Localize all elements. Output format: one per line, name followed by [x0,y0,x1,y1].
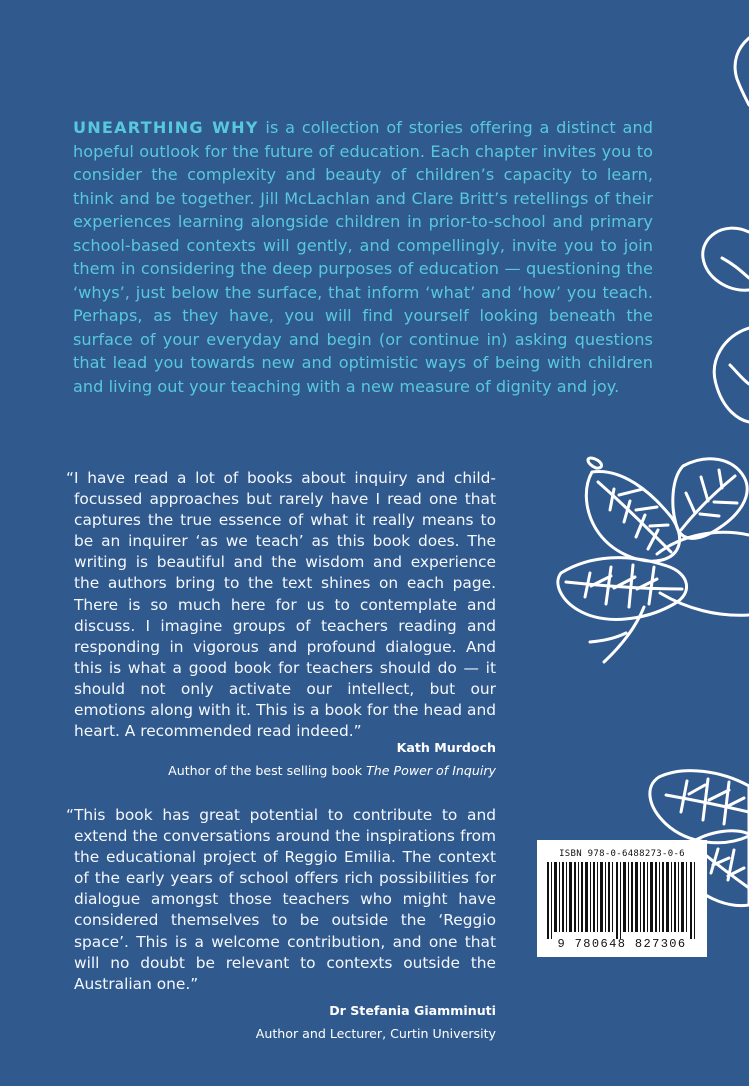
reviewer-role [168,763,496,779]
isbn-label: ISBN 978-0-6488273-0-6 [559,849,685,859]
attribution-kath-murdoch [168,740,496,779]
reviewer-name: Kath Murdoch [396,740,496,755]
isbn-barcode [537,840,707,957]
description-text: is a collection of stories offering a distinct and hopeful outlook for the future of education. Each chapter invites you to consider the complexity and beauty of children’s capacity to learn, think and be together. Jill McLachlan and Clare Britt’s retellings of their experiences learning alongside children in prior-to-school and primary school-based contexts will gently, and compellingly, invite you to join them in considering the deep purposes of education — questioning the ‘whys’, just below the surface, that inform ‘what’ and ‘how’ you teach. Perhaps, as they have, you will find yourself looking beneath the surface of your everyday and begin (or continue in) asking questions that lead you towards new and optimistic ways of being with children and living out your teaching with a new measure of dignity and joy. [73,118,653,396]
barcode-number: 9 780648 827306 [557,937,687,951]
attribution-stefania-giamminuti [256,1003,496,1042]
barcode-icon [545,862,699,939]
book-reference-title: The Power of Inquiry [366,763,496,778]
book-title: UNEARTHING WHY [73,118,259,137]
testimonial-text: “I have read a lot of books about inquiry and child-focussed approaches but rarely have I read one that captures the true essence of what it really means to be an inquirer ‘as we teach’ as this book does. The writing is beautiful and the wisdom and experience the authors bring to the text shines on each page. There is so much here for us to contemplate and discuss. I imagine groups of teachers reading and responding in vigorous and profound dialogue. And this is what a good book for teachers should do — it should not only activate our intellect, but our emotions along with it. This is a book for the head and heart. A recommended read indeed.” [66,469,496,741]
testimonial-kath-murdoch [66,468,496,742]
reviewer-role: Author and Lecturer, Curtin University [255,1026,496,1041]
reviewer-role-prefix: Author of the best selling book [168,763,367,778]
reviewer-name: Dr Stefania Giamminuti [329,1003,496,1018]
testimonial-text: “This book has great potential to contribute to and extend the conversations around the inspirations from the educational project of Reggio Emilia. The context of the early years of school offers rich possibilities for dialogue amongst those teachers who might have considered themselves to be outside the ‘Reggio space’. This is a welcome contribution, and one that will no doubt be relevant to contexts outside the Australian one.” [66,806,496,993]
testimonial-stefania-giamminuti [66,805,496,995]
book-description [73,116,653,398]
